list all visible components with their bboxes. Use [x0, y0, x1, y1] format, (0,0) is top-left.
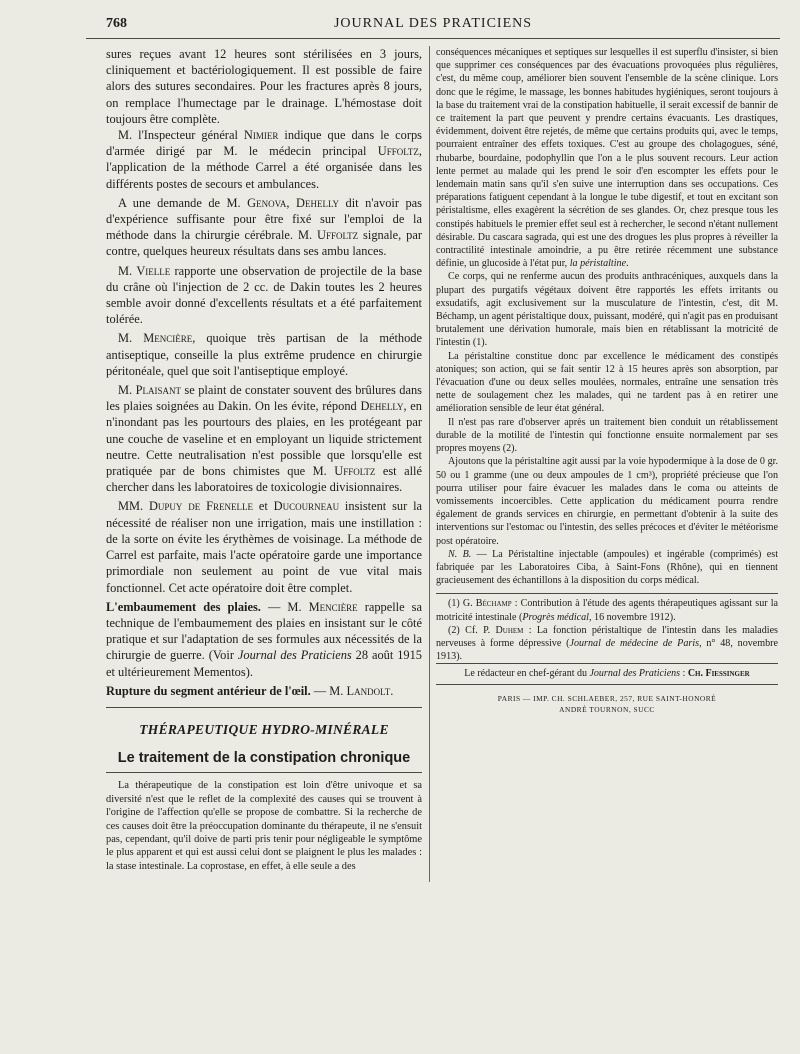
paragraph: MM. Dupuy de Frenelle et Ducourneau insistent sur la nécessité de réaliser non une irrigation, mais une instillation : de la sorte on évite les érythèmes de voisinage. La méthode de Carrel est parfaite, mais l'acte opératoire garde une importance primordiale non seulement au point de vue vital mais fonctionnel. Cet acte opératoire doit être complet.	[106, 499, 423, 595]
page-number: 768	[106, 16, 127, 31]
paragraph: L'embaumement des plaies. — M. Mencière rappelle sa technique de l'embaumement des plaies en insistant sur le côté pratique et sur l'adaptation de ses formules aux nécessités de la chirurgie de guerre. (Voir Journal des Praticiens 28 août 1915 et ultérieurement Mementos).	[106, 599, 422, 679]
page-header	[86, 10, 780, 39]
right-column	[436, 46, 778, 715]
subsection-title: Rupture du segment antérieur de l'œil.	[106, 683, 311, 698]
article-title: Le traitement de la constipation chronique	[106, 750, 422, 773]
journal-title: JOURNAL DES PRATICIENS	[333, 16, 533, 31]
paragraph: Il n'est pas rare d'observer après un traitement bien conduit un rétablissement durable de la motilité de l'intestin qui fonctionne ensuite normalement par ses propres moyens (2).	[436, 416, 778, 455]
paragraph: M. Mencière, quoique très partisan de la méthode antiseptique, conseille la plus extrême prudence en chirurgie péritonéale, quel que soit l'antiseptique employé.	[106, 331, 422, 378]
footnote: (1) G. Béchamp : Contribution à l'étude des agents thérapeutiques agissant sur la motricité intestinale (Progrès médical, 16 novembre 1912).	[436, 598, 778, 623]
section-title: THÉRAPEUTIQUE HYDRO-MINÉRALE	[106, 707, 422, 738]
footnote-ref: (1)	[472, 337, 485, 349]
paragraph: N. B. — La Péristaltine injectable (ampoules) et ingérable (comprimés) est fabriquée par les Laboratoires Ciba, à Saint-Fons (Rhône), qui en tiennent gracieusement des échantillons à la disposition du corps médical.	[436, 548, 778, 587]
paragraph: Ce corps, qui ne renferme aucun des produits anthracéniques, auxquels dans la plupart des purgatifs végétaux doivent être rapportés les effets irritants ou exsudatifs, agit exclusivement sur la musculature de l'intestin, c'est, dit M. Béchamp, un agent péristaltique doux, puissant, modéré, qui n'agit pas en produisant brutalement une dérivation humorale, mais bien en rétablissant la motricité de l'intestin (1).	[436, 271, 778, 349]
paragraph: conséquences mécaniques et septiques sur lesquelles il est superflu d'insister, si bien que supprimer ces conséquences par des évacuations provoquées plus régulières, c'est, du même coup, améliorer bien souvent l'ensemble de la scène clinique. Lors donc que le régime, le massage, les bonnes habitudes hygiéniques, seront toujours à la base du traitement vrai de la constipation habituelle, il serait excessif de bannir de ce traitement la part que peuvent y prendre certains évacuants. Les drastiques, évidemment, doivent être rejetés, de même que certains produits qui, avec le temps, pourraient entraîner des effets toxiques. C'est au groupe des cholagogues, séné, rhubarbe, bourdaine, podophyllin que l'on a le plus souvent recours. Leur action lente permet au malade qui les prend le soir d'en escompter les effets pour le lendemain matin sans qu'il s'en suive une interruption dans ses occupations. Ces préparations fatiguent cependant à la longue le tube digestif, et tout en excitant son péristaltisme, elles exagèrent la sécrétion de ses glandes. Or, chez presque tous les constipés habituels le premier effet seul est à rechercher, le second n'étant nullement désirable. Du cascara sagrada, qui est une des drogues les plus propres à réveiller la contractilité intestinale amoindrie, a pu être retirée récemment une substance définie, un glucoside à l'état pur, la péristaltine.	[436, 47, 778, 270]
paragraph: Rupture du segment antérieur de l'œil. — M. Landolt.	[106, 683, 394, 698]
paragraph: La thérapeutique de la constipation est loin d'être univoque et sa diversité n'est que le reflet de la complexité des causes qui se trouvent à l'origine de l'affection qu'elle se propose de combattre. Si la recherche de ces causes doit être la préoccupation dominante du thérapeute, il ne s'ensuit pas, cependant, qu'il doive de parti pris tenir pour négligeable le symptôme le plus apparent et qui est aussi celui dont se plaignent le plus les malades : la stase intestinale. La coprostase, en effet, à elle seule a des	[106, 780, 422, 872]
paragraph: M. Vielle rapporte une observation de projectile de la base du crâne où l'injection de 2 cc. de Dakin toutes les 2 heures semble avoir donné d'excellents résultats et a été parfaitement tolérée.	[106, 263, 422, 327]
left-column	[106, 46, 422, 873]
footnote-ref: (2)	[502, 443, 515, 455]
paragraph: A une demande de M. Genova, Dehelly dit n'avoir pas d'expérience suffisante pour être fixé sur l'emploi de la méthode dans la chirurgie cérébrale. M. Uffoltz signale, par contre, quelques heureux résultats dans ses ambu lances.	[106, 195, 423, 259]
subsection-title: L'embaumement des plaies.	[106, 599, 261, 614]
paragraph: M. l'Inspecteur général Nimier indique que dans le corps d'armée dirigé par M. le médecin principal Uffoltz, l'application de la méthode Carrel a été organisée dans les différents postes de secours et ambulances.	[106, 128, 422, 191]
column-divider	[429, 46, 430, 882]
paragraph: M. Plaisant se plaint de constater souvent des brûlures dans les plaies soignées au Dakin. On les évite, répond Dehelly, en n'inondant pas les pourtours des plaies, en les protégeant par une couche de vaseline et en employant un liquide strictement neutre. Cette neutralisation n'est possible que lorsqu'elle est pratiquée par de bons chimistes que M. Uffoltz est allé chercher dans les laboratoires de toxicologie divisionnaires.	[106, 383, 423, 495]
paragraph: La péristaltine constitue donc par excellence le médicament des constipés atoniques; son action, qui se fait sentir 12 à 15 heures après son absorption, par l'évacuation d'une ou deux selles moulées, normales, entraîne une sensation très nette de soulagement chez les malades, qui ne tardent pas à en retirer une amélioration sensible de leur état général.	[436, 350, 778, 415]
editor-credit: Le rédacteur en chef-gérant du Journal des Praticiens : Ch. Fiessinger	[436, 663, 778, 684]
paragraph: Ajoutons que la péristaltine agit aussi par la voie hypodermique à la dose de 0 gr. 50 ou 1 gramme (une ou deux ampoules de 1 cm³), propriété précieuse que l'on pourra utiliser pour faire évacuer les malades dans le coma ou atteints de vomissements incoercibles. Cette application du médicament pourra rendre également de grands services en chirurgie, en permettant d'obtenir à la suite des interventions sur l'estomac ou l'intestin, des selles précoces et d'éviter le météorisme post opératoire.	[436, 456, 778, 547]
paragraph: sures reçues avant 12 heures sont stérilisées en 3 jours, cliniquement et bactériologiquement. Il est possible de faire alors des sutures secondaires. Pour les fractures après 8 jours, on remplace l'humectage par le drainage. L'hémostase doit toujours être complète.	[106, 47, 422, 126]
footnotes	[436, 593, 778, 663]
footnote: (2) Cf. P. Duhem : La fonction péristaltique de l'intestin dans les maladies nerveuses à forme dépressive (Journal de médecine de Paris, n° 48, novembre 1913).	[436, 624, 779, 663]
printer-imprint: PARIS — IMP. CH. SCHLAEBER, 257, RUE SAINT-HONORÉ ANDRÉ TOURNON, SUCC	[497, 693, 717, 714]
article-body	[106, 779, 422, 873]
